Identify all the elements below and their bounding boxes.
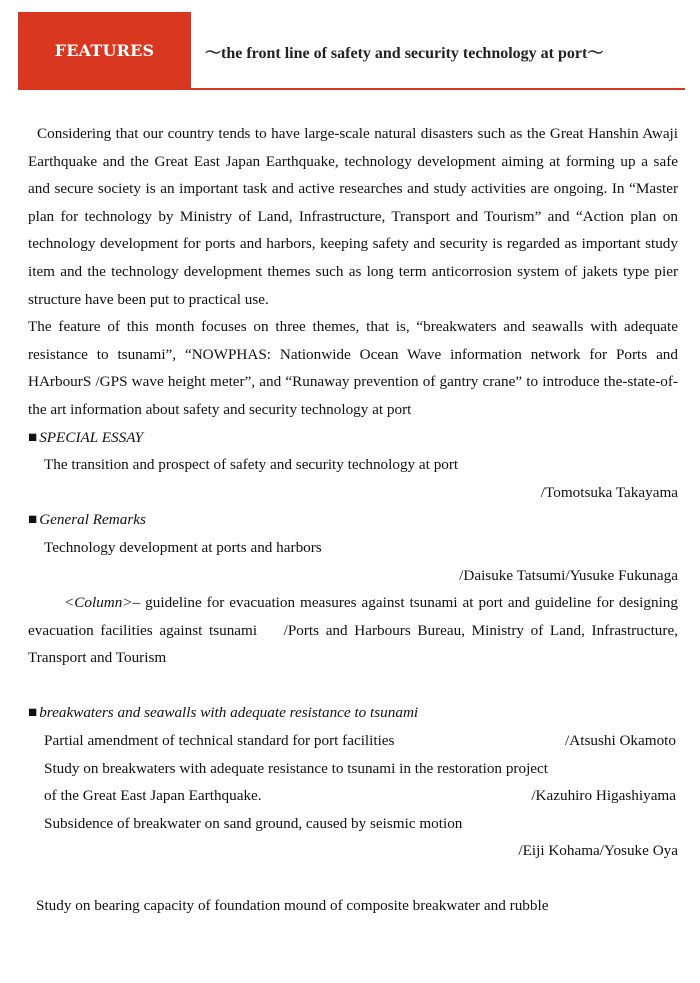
article-author: /Atsushi Okamoto xyxy=(565,732,676,750)
footer-line: Study on bearing capacity of foundation mound of composite breakwater and rubble xyxy=(36,897,549,915)
square-bullet-icon: ■ xyxy=(28,511,38,529)
article-title: Subsidence of breakwater on sand ground, caused by seismic motion xyxy=(44,814,463,832)
article-title-continued: of the Great East Japan Earthquake. xyxy=(44,787,262,805)
article-entry xyxy=(28,727,678,755)
article-author: /Daisuke Tatsumi/Yusuke Fukunaga xyxy=(459,566,678,584)
section-heading-general-remarks xyxy=(28,506,678,534)
article-body xyxy=(28,120,678,935)
article-title: The transition and prospect of safety and security technology at port xyxy=(44,456,459,474)
page-header xyxy=(0,0,700,92)
article-author: /Eiji Kohama/Yosuke Oya xyxy=(518,842,678,860)
intro-paragraph-2: The feature of this month focuses on three themes, that is, “breakwaters and seawalls with adequate resistance to tsunami”, “NOWPHAS: Nationwide Ocean Wave information network for Ports and HArbourS /GPS wave height meter”, and “Runaway prevention of gantry crane” to introduce the-state-of-the art information about safety and security technology at port xyxy=(28,318,678,418)
article-title: Study on breakwaters with adequate resistance to tsunami in the restoration project xyxy=(44,759,548,777)
header-divider xyxy=(18,88,685,90)
article-entry xyxy=(28,782,678,810)
article-author: /Tomotsuka Takayama xyxy=(540,483,678,501)
section-heading-label: SPECIAL ESSAY xyxy=(39,428,144,446)
section-heading-special-essay xyxy=(28,424,678,452)
article-author: /Kazuhiro Higashiyama xyxy=(531,787,676,805)
square-bullet-icon: ■ xyxy=(28,428,38,446)
intro-paragraph-1: Considering that our country tends to have large-scale natural disasters such as the Great Hanshin Awaji Earthquake and the Great East Japan Earthquake, technology development aiming at forming up a safe and secure society is an important task and active researches and study activities are ongoing. In “Master plan for technology by Ministry of Land, Infrastructure, Transport and Tourism” and “Action plan on technology development for ports and harbors, keeping safety and security is regarded as important study item and the technology development themes such as long term anticorrosion system of jakets type pier structure have been put to practical use. xyxy=(28,125,678,308)
section-heading-label: breakwaters and seawalls with adequate resistance to tsunami xyxy=(39,704,419,722)
column-note xyxy=(28,589,678,672)
column-label: <Column> xyxy=(64,594,133,612)
spacer xyxy=(28,672,678,700)
column-text: – guideline for evacuation measures against tsunami at port and guideline for designing evacuation facilities against tsunami xyxy=(28,594,678,639)
section-heading-breakwaters xyxy=(28,699,678,727)
column-author: /Ports and Harbours Bureau, Ministry of Land, Infrastructure, Transport and Tourism xyxy=(28,621,678,667)
intro xyxy=(28,120,678,424)
article-title: Technology development at ports and harbors xyxy=(44,538,322,556)
header-subtitle: ～the front line of safety and security technology at port～ xyxy=(205,45,604,62)
square-bullet-icon: ■ xyxy=(28,704,38,722)
section-heading-label: General Remarks xyxy=(39,511,146,529)
article-title: Partial amendment of technical standard for port facilities xyxy=(44,732,395,750)
features-badge: FEATURES xyxy=(18,12,191,89)
